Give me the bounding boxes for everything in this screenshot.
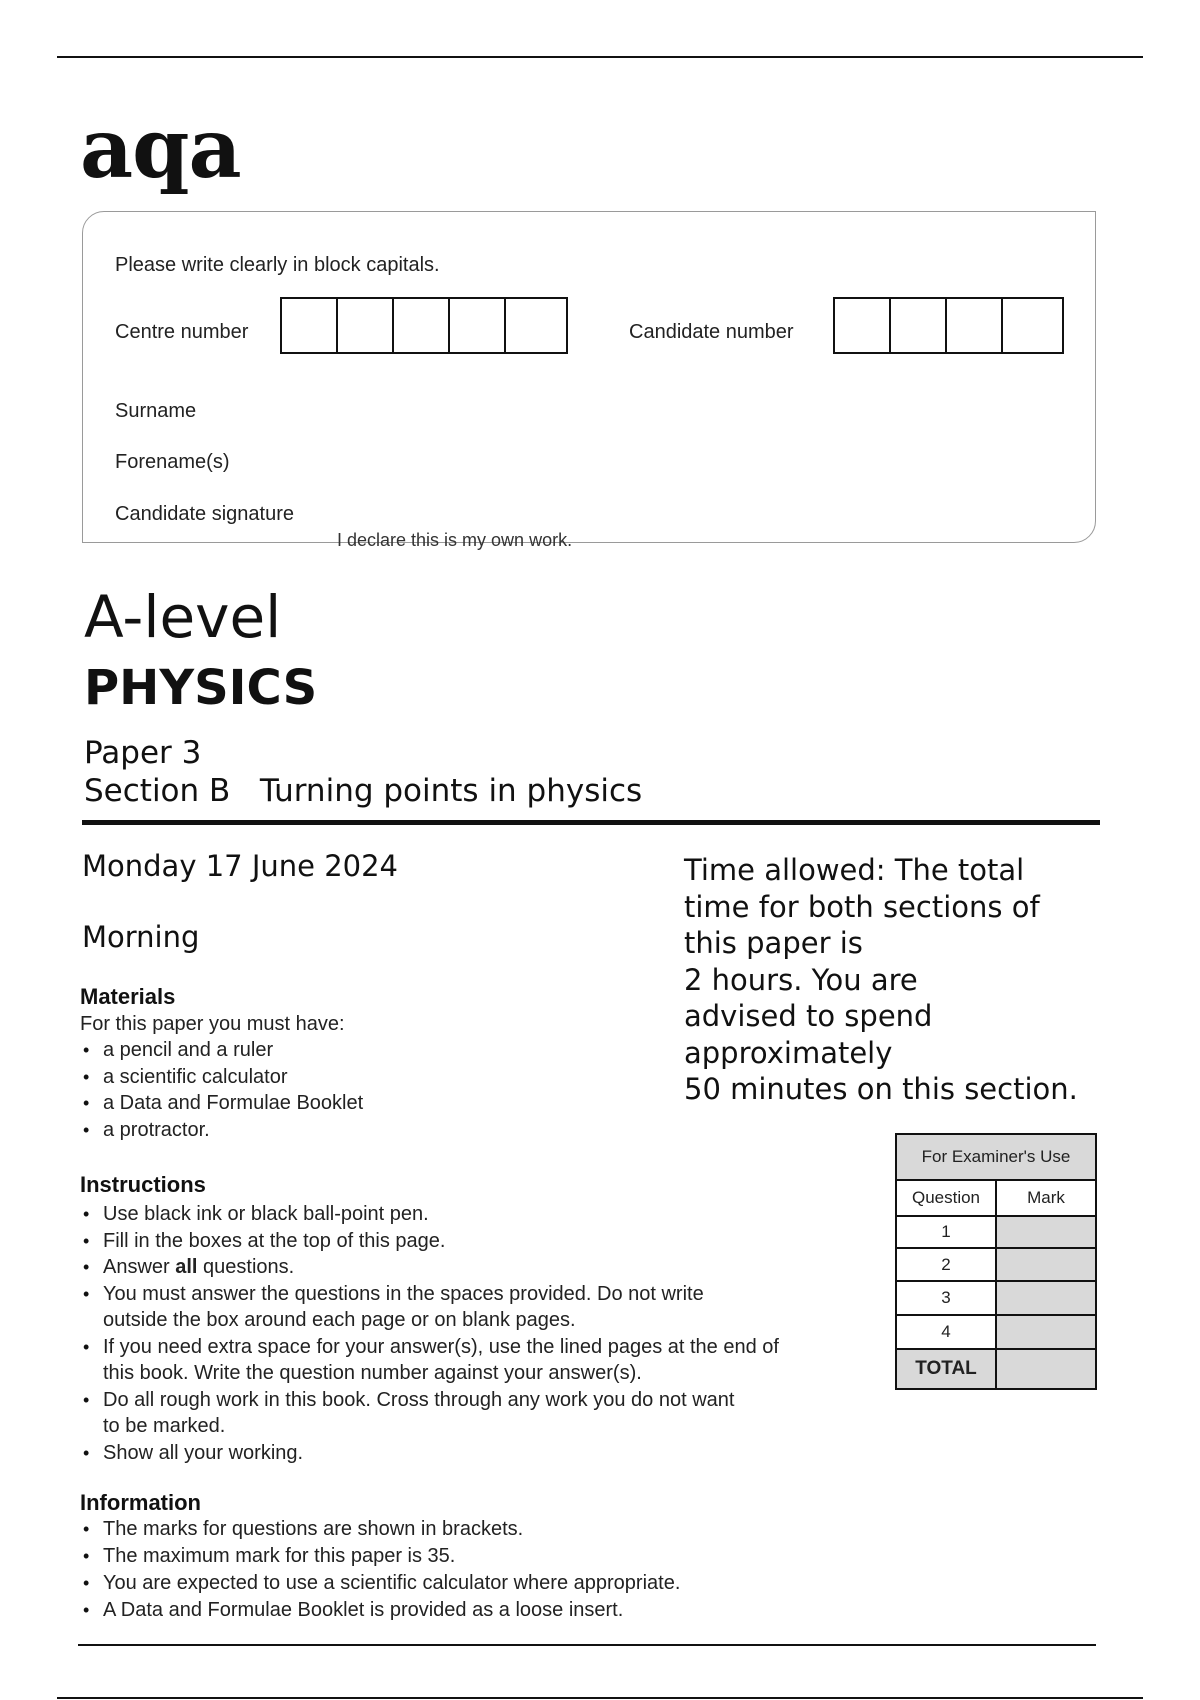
list-item-line: • Do all rough work in this book. Cross through any work you do not want	[103, 1388, 735, 1411]
list-item-line: to be marked.	[103, 1415, 226, 1437]
page-top-rule	[57, 56, 1143, 58]
page-bottom-rule	[57, 1697, 1143, 1699]
mark-cell	[996, 1281, 1096, 1315]
mark-cell	[996, 1248, 1096, 1281]
information-heading: Information	[80, 1490, 201, 1515]
list-item	[82, 1387, 779, 1440]
title-divider	[82, 820, 1100, 825]
list-item: • a Data and Formulae Booklet	[82, 1090, 363, 1117]
examiners-use-table	[895, 1133, 1097, 1390]
list-item	[82, 1254, 779, 1281]
time-allowed-line: this paper is	[684, 926, 863, 960]
surname-label: Surname	[115, 400, 197, 422]
information-list	[82, 1516, 680, 1624]
declaration-text: I declare this is my own work.	[337, 530, 573, 550]
question-number-cell: 2	[896, 1248, 996, 1281]
list-item-text: questions.	[197, 1256, 295, 1278]
list-item-line: • You must answer the questions in the spaces provided. Do not write	[103, 1282, 704, 1305]
instructions-list	[82, 1201, 779, 1466]
list-item: • Use black ink or black ball-point pen.	[82, 1201, 779, 1228]
information-bottom-rule	[78, 1644, 1096, 1646]
centre-number-field[interactable]	[280, 297, 568, 354]
candidate-digit-box[interactable]	[947, 299, 1003, 352]
candidate-number-field[interactable]	[833, 297, 1064, 354]
signature-field[interactable]	[330, 496, 1070, 528]
list-item: • You are expected to use a scientific calculator where appropriate.	[82, 1570, 680, 1597]
time-allowed-line: 2 hours. You are	[684, 962, 918, 997]
list-item	[82, 1281, 779, 1334]
exam-date: Monday 17 June 2024	[82, 849, 398, 883]
total-label-cell: TOTAL	[896, 1349, 996, 1389]
list-item: • The maximum mark for this paper is 35.	[82, 1543, 680, 1570]
section-title: Section B Turning points in physics	[84, 773, 643, 809]
centre-digit-box[interactable]	[450, 299, 506, 352]
list-item: • Show all your working.	[82, 1440, 779, 1467]
mark-cell	[996, 1216, 1096, 1248]
candidate-digit-box[interactable]	[891, 299, 947, 352]
centre-digit-box[interactable]	[282, 299, 338, 352]
paper-number: Paper 3	[84, 735, 202, 771]
list-item: • a scientific calculator	[82, 1064, 363, 1091]
examiners-use-header: For Examiner's Use	[896, 1134, 1096, 1180]
list-item	[82, 1334, 779, 1387]
centre-digit-box[interactable]	[338, 299, 394, 352]
surname-field[interactable]	[330, 392, 1070, 426]
time-allowed-line: Time allowed: The total	[684, 853, 1025, 887]
subject-title: PHYSICS	[84, 660, 318, 716]
list-item: • Fill in the boxes at the top of this page.	[82, 1228, 779, 1255]
materials-heading: Materials	[80, 984, 176, 1009]
question-number-cell: 4	[896, 1315, 996, 1349]
time-allowed-line: approximately	[684, 1035, 893, 1070]
list-item-line: this book. Write the question number against your answer(s).	[103, 1362, 642, 1384]
time-allowed-line: time for both sections of	[684, 889, 1040, 924]
signature-label: Candidate signature	[115, 503, 295, 525]
question-number-cell: 3	[896, 1281, 996, 1315]
candidate-digit-box[interactable]	[835, 299, 891, 352]
centre-number-label: Centre number	[115, 321, 249, 343]
candidate-digit-box[interactable]	[1003, 299, 1059, 352]
exam-session: Morning	[82, 920, 200, 954]
list-item-text: Answer	[103, 1256, 176, 1278]
instructions-heading: Instructions	[80, 1172, 206, 1197]
qualification-title: A-level	[84, 583, 282, 651]
total-mark-cell	[996, 1349, 1096, 1389]
materials-intro: For this paper you must have:	[80, 1013, 345, 1035]
time-allowed-line: 50 minutes on this section.	[684, 1072, 1078, 1106]
list-item-emphasis: all	[175, 1256, 198, 1278]
list-item: • The marks for questions are shown in brackets.	[82, 1516, 680, 1543]
aqa-logo: aqa	[80, 101, 241, 197]
mark-column-header: Mark	[996, 1180, 1096, 1216]
list-item-line: • If you need extra space for your answer(s), use the lined pages at the end of	[103, 1335, 779, 1358]
forenames-field[interactable]	[330, 443, 1070, 477]
centre-digit-box[interactable]	[394, 299, 450, 352]
candidate-number-label: Candidate number	[629, 321, 794, 343]
list-item: • A Data and Formulae Booklet is provided as a loose insert.	[82, 1597, 680, 1624]
question-number-cell: 1	[896, 1216, 996, 1248]
block-capitals-instruction: Please write clearly in block capitals.	[115, 254, 440, 276]
list-item: • a pencil and a ruler	[82, 1037, 363, 1064]
forenames-label: Forename(s)	[115, 451, 230, 473]
list-item-line: outside the box around each page or on blank pages.	[103, 1309, 576, 1331]
question-column-header: Question	[896, 1180, 996, 1216]
time-allowed-line: advised to spend	[684, 999, 933, 1033]
list-item: • a protractor.	[82, 1117, 363, 1144]
time-allowed	[684, 852, 1104, 1108]
materials-list	[82, 1037, 363, 1143]
centre-digit-box[interactable]	[506, 299, 562, 352]
mark-cell	[996, 1315, 1096, 1349]
